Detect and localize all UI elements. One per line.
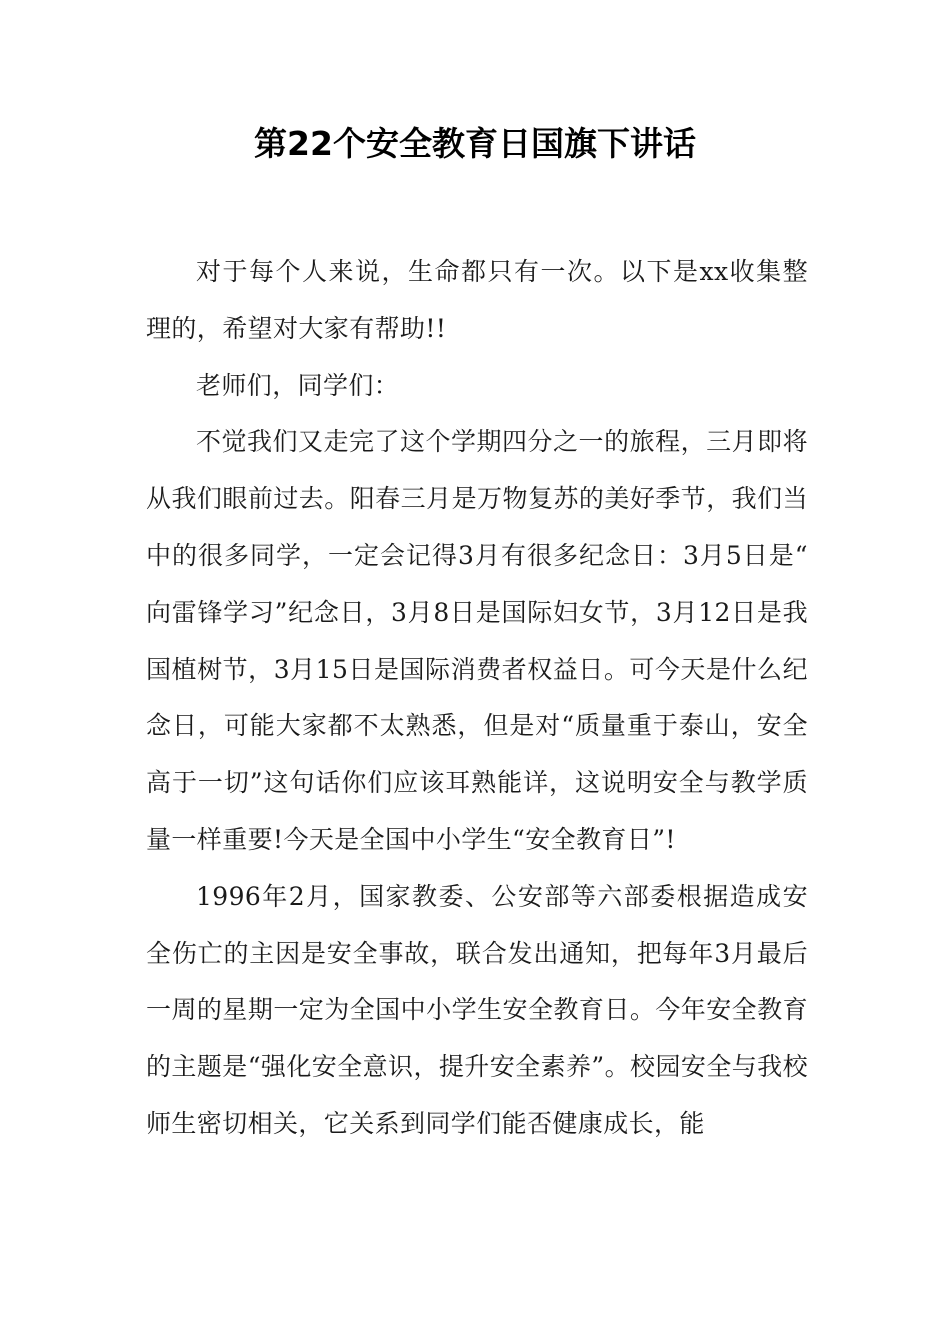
paragraph-salutation: 老师们，同学们： <box>196 370 400 400</box>
paragraph-intro: 对于每个人来说，生命都只有一次。以下是xx收集整理的，希望对大家有帮助!! <box>146 257 808 343</box>
paragraph-history: 1996年2月，国家教委、公安部等六部委根据造成安全伤亡的主因是安全事故，联合发出通知，把每年3月最后一周的星期一定为全国中小学生安全教育日。今年安全教育的主题是“强化安全意识，提升安全素养”。校园安全与我校师生密切相关，它关系到同学们能否健康成长，能 <box>146 881 808 1138</box>
page-title: 第22个安全教育日国旗下讲话 <box>254 124 696 163</box>
paragraph-safety-day: 不觉我们又走完了这个学期四分之一的旅程，三月即将从我们眼前过去。阳春三月是万物复苏的美好季节，我们当中的很多同学，一定会记得3月有很多纪念日：3月5日是“向雷锋学习”纪念日，3月8日是国际妇女节，3月12日是我国植树节，3月15日是国际消费者权益日。可今天是什么纪念日，可能大家都不太熟悉，但是对“质量重于泰山，安全高于一切”这句话你们应该耳熟能详，这说明安全与教学质量一样重要!今天是全国中小学生“安全教育日”! <box>146 427 808 854</box>
document-body <box>146 244 808 1153</box>
